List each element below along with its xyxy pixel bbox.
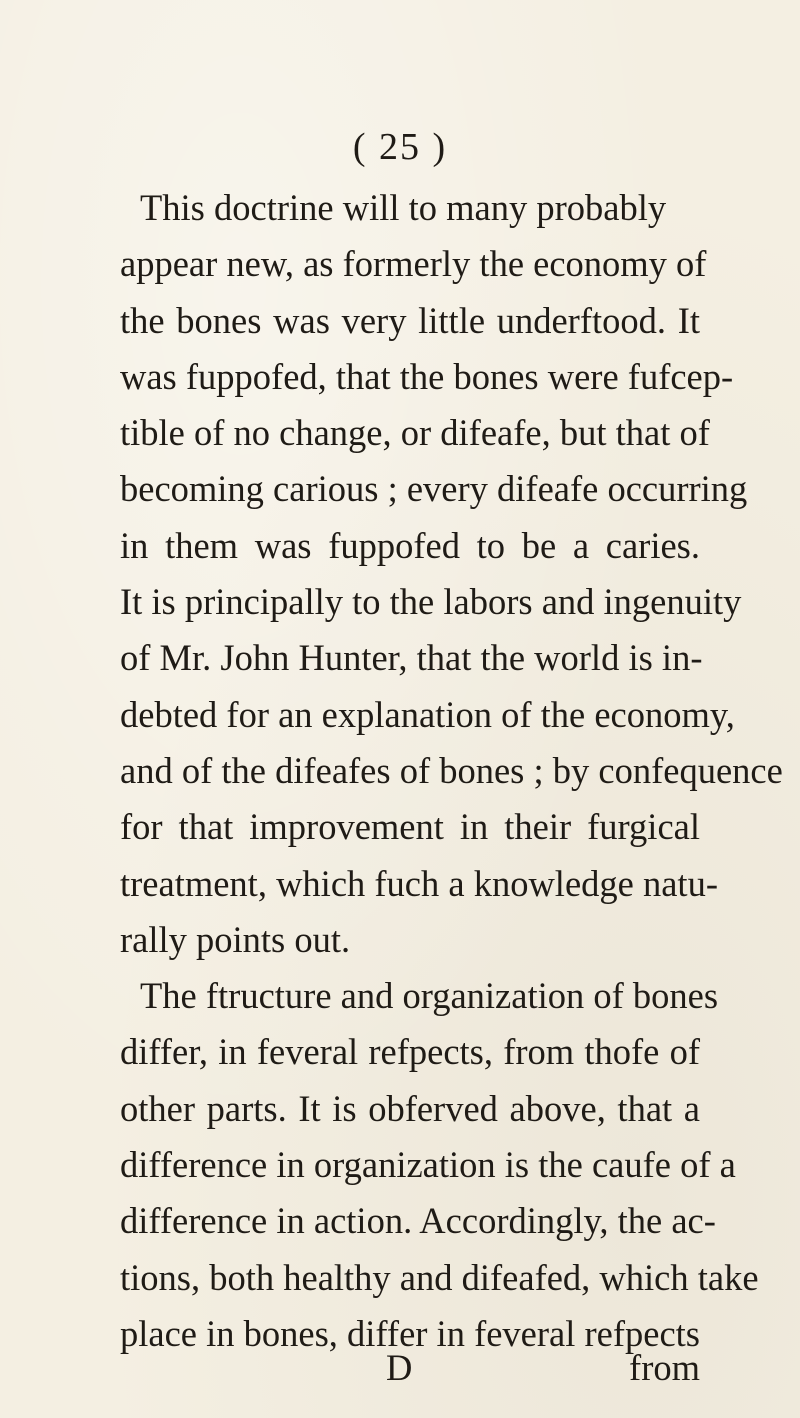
text-line-10: debted for an explanation of the economy,	[120, 693, 735, 735]
text-line-3: the bones was very little underftood. It	[120, 299, 700, 341]
text-line-12: for that improvement in their furgical	[120, 806, 700, 848]
text-line-19: difference in action. Accordingly, the ac-	[120, 1200, 716, 1242]
text-line-8: It is principally to the labors and ingenuity	[120, 581, 742, 623]
page-number: ( 25 )	[352, 126, 448, 168]
text-line-17: other parts. It is obferved above, that a	[120, 1087, 700, 1129]
text-line-7: in them was fuppofed to be a caries.	[120, 524, 700, 566]
text-line-2: appear new, as formerly the economy of	[120, 243, 707, 285]
text-line-5: tible of no change, or difeafe, but that of	[120, 412, 710, 454]
text-line-20: tions, both healthy and difeafed, which take	[120, 1256, 759, 1298]
text-line-11: and of the difeafes of bones ; by confequence	[120, 749, 783, 791]
text-line-16: differ, in feveral refpects, from thofe of	[120, 1031, 700, 1073]
catchword: from	[629, 1347, 700, 1388]
text-line-1: This doctrine will to many probably	[140, 187, 667, 228]
text-line-6: becoming carious ; every difeafe occurring	[120, 468, 748, 510]
text-line-15: The ftructure and organization of bones	[140, 975, 719, 1017]
text-line-9: of Mr. John Hunter, that the world is in-	[120, 637, 703, 679]
text-line-18: difference in organization is the caufe of a	[120, 1144, 736, 1186]
text-line-21: place in bones, differ in feveral refpects	[120, 1312, 701, 1354]
text-line-13: treatment, which fuch a knowledge natu-	[120, 862, 718, 904]
signature-mark: D	[386, 1347, 413, 1388]
text-line-4: was fuppofed, that the bones were fufcep-	[120, 355, 734, 397]
text-line-14: rally points out.	[120, 918, 351, 960]
page-footer	[120, 1340, 700, 1396]
body-text	[120, 180, 783, 1362]
